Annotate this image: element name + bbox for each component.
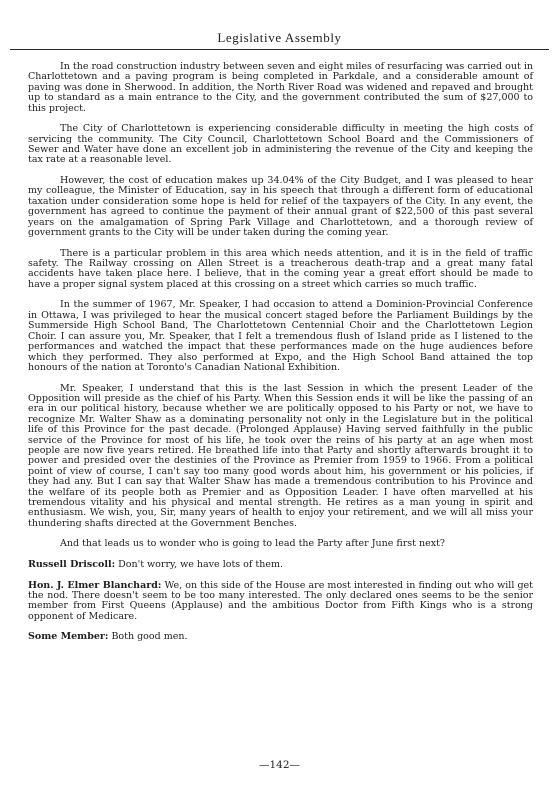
speaker-name: Russell Driscoll: [28,558,116,570]
paragraph-education-cost: However, the cost of education makes up 34.04% of the City Budget, and I was pleased to hear my colleague, the Minister of Education, say in his speech that through a different form of educational taxation under consideration some hope is held for relief of the taxpayers of the City. In any event, the government has agreed to continue the payment of their annual grant of $22,500 of this past several years on the amalgamation of Spring Park Village and Charlottetown, and a thorough review of government grants to the City will be under taken during the coming year. [28,175,533,239]
paragraph-road-construction: In the road construction industry between seven and eight miles of resurfacing was carried out in Charlottetown and a paving program is being completed in Parkdale, and a considerable amount of paving was done in Sherwood. In addition, the North River Road was widened and repaved and brought up to standard as a main entrance to the City, and the government contributed the sum of $27,000 to this project. [28,61,533,114]
body-text [28,62,533,653]
page-number: —142— [258,759,301,771]
paragraph-walter-shaw: Mr. Speaker, I understand that this is the last Session in which the present Leader of the Opposition will preside as the chief of his Party. When this Session ends it will be like the passing of an era in our political history, because whether we are politically opposed to his Party or not, we have to recognize Mr. Walter Shaw as a dominating personality not only in the Legislature but in the political life of this Province for the past decade. (Prolonged Applause) Having served faithfully in the public service of the Province for most of his life, he took over the reins of his party at an age when most people are now five years retired. He breathed life into that Party and shortly afterwards brought it to power and presided over the destinies of the Province as Premier from 1959 to 1966. From a political point of view of course, I can't say too many good words about him, his government or his policies, if they had any. But I can say that Walter Shaw has made a tremendous contribution to his Province and the welfare of its people both as Premier and as Opposition Leader. I have often marvelled at his tremendous vitality and his physical and mental strength. He retires as a man young in spirit and enthusiasm. We wish, you, Sir, many years of health to enjoy your retirement, and we will all miss your thundering shafts directed at the Government Benches. [28,382,533,529]
speech-text: Both good men. [108,631,188,643]
running-header [10,29,549,50]
speaker-name: Hon. J. Elmer Blanchard: [28,579,162,591]
exchange-russell-driscoll [28,560,533,570]
speaker-name: Some Member: [28,631,109,643]
paragraph-concert-1967: In the summer of 1967, Mr. Speaker, I had occasion to attend a Dominion-Provincial Conference in Ottawa, I was privileged to hear the musical concert staged before the Parliament Buildings by the Summerside High School Band, The Charlottetown Centennial Choir and the Charlottetown Legion Choir. I can assure you, Mr. Speaker, that I felt a tremendous flush of Island pride as I listened to the performances and watched the impact that these performances made on the huge audiences before which they performed. They also performed at Expo, and the High School Band attained the top honours of the nation at Toronto's Canadian National Exhibition. [28,299,533,373]
paragraph-party-leader-question: And that leads us to wonder who is going to lead the Party after June first next? [60,538,446,550]
exchange-elmer-blanchard [28,581,533,623]
paragraph-city-costs: The City of Charlottetown is experiencing considerable difficulty in meeting the high costs of servicing the community. The City Council, Charlottetown School Board and the Commissioners of Sewer and Water have done an excellent job in administering the revenue of the City and keeping the tax rate at a reasonable level. [28,123,533,166]
speech-text: Don't worry, we have lots of them. [115,558,284,570]
paragraph-traffic-safety: There is a particular problem in this area which needs attention, and it is in the field of traffic safety. The Railway crossing on Allen Street is a treacherous death-trap and a great many fatal accidents have taken place here. I believe, that in the coming year a great effort should be made to have a proper signal system placed at this crossing on a street which carries so much traffic. [28,247,533,290]
exchange-some-member [28,632,533,642]
speech-text: We, on this side of the House are most interested in finding out who will get the nod. There doesn't seem to be too many interested. The only declared ones seems to be the senior member from First Queens (Applause) and the ambitious Doctor from Fifth Kings who is a strong opponent of Medicare. [28,579,533,622]
header-title: Legislative Assembly [217,30,342,45]
